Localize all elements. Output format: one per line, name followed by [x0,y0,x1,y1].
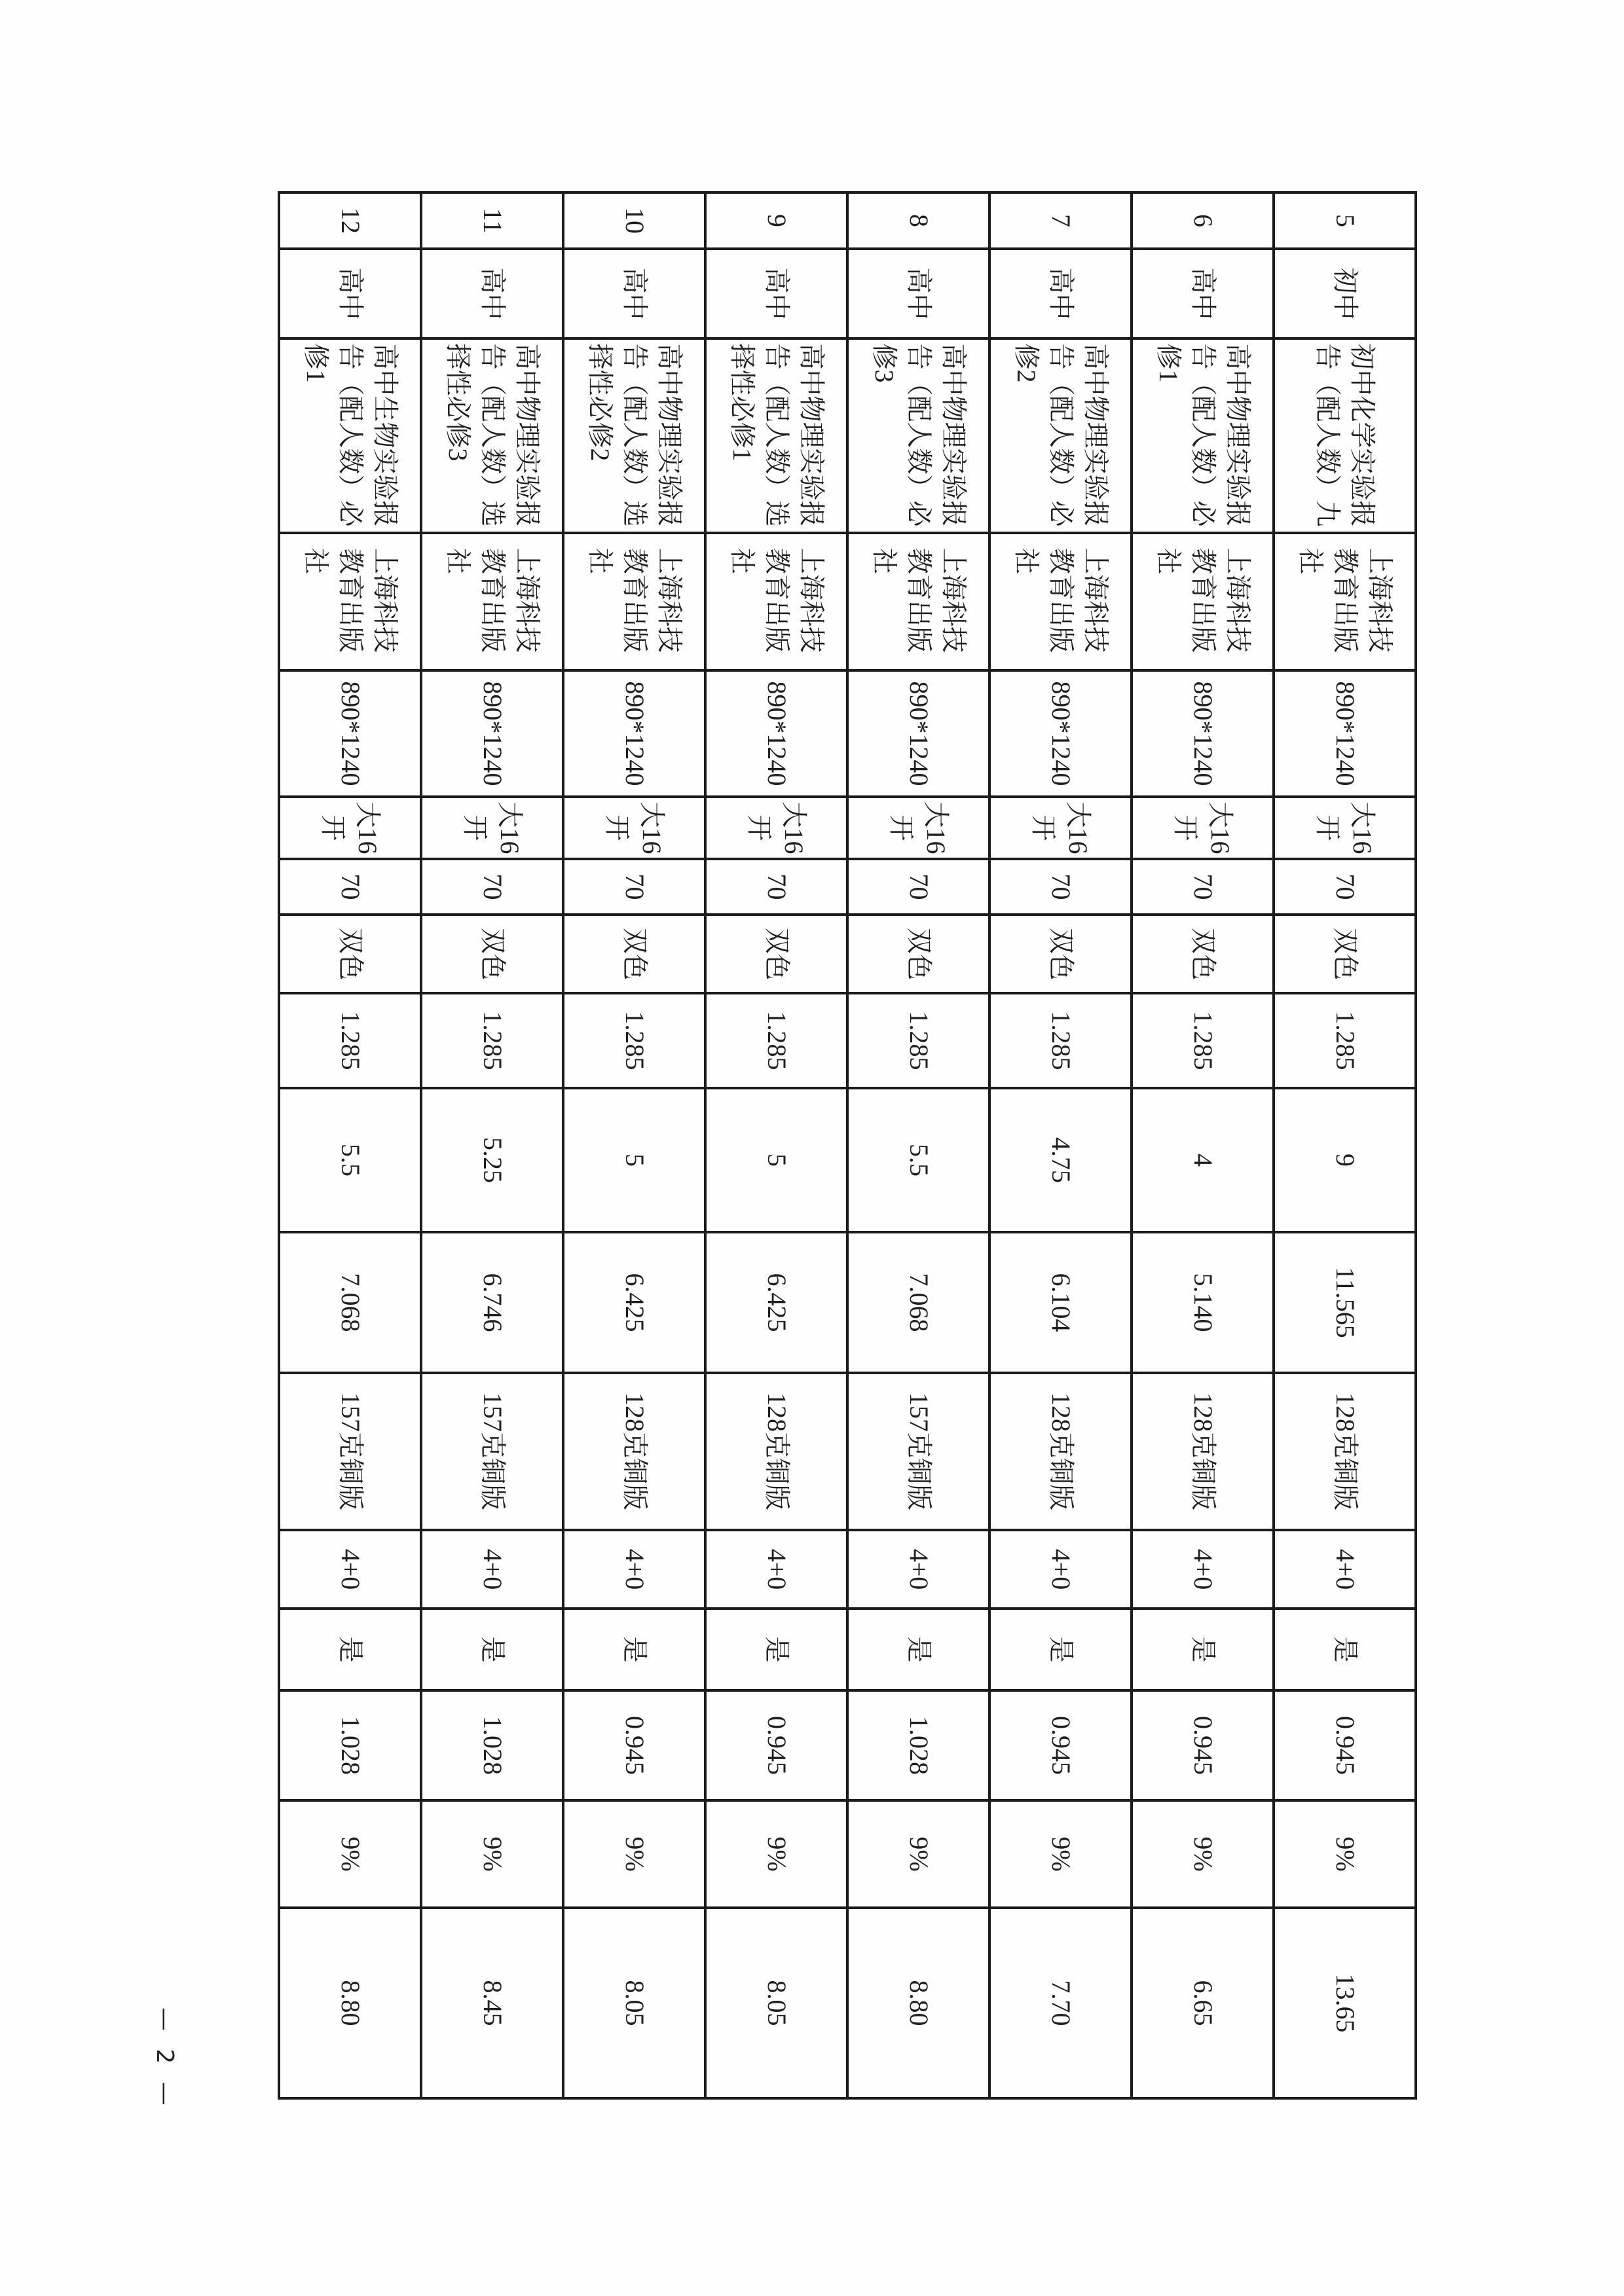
table-cell: 13.65 [1274,1908,1416,2098]
table-cell: 高中 [847,249,989,338]
table-cell: 9% [989,1800,1132,1908]
table-cell: 0.945 [563,1690,705,1800]
table-row [1132,192,1274,2098]
table-cell [705,533,847,670]
table-cell: 8.45 [421,1908,563,2098]
table-cell: 1.285 [421,993,563,1088]
table-cell: 4+0 [989,1530,1132,1609]
table-cell: 6.65 [1132,1908,1274,2098]
table-cell: 128克铜版 [1132,1373,1274,1530]
table-cell [989,533,1132,670]
table-cell: 1.285 [1274,993,1416,1088]
format-text: 大16开 [318,801,383,854]
table-cell [705,338,847,533]
table-cell: 5 [1274,192,1416,249]
table-cell [563,533,705,670]
table-cell: 890*1240 [1274,670,1416,797]
table-cell: 4+0 [847,1530,989,1609]
table-cell: 70 [563,859,705,915]
table-cell: 890*1240 [1132,670,1274,797]
table-row [989,192,1132,2098]
table-cell: 1.028 [847,1690,989,1800]
table-cell: 7.068 [279,1232,421,1373]
table-cell: 4+0 [1274,1530,1416,1609]
table-cell [847,533,989,670]
publisher-text: 上海科技教育出版社 [301,548,400,653]
table-cell [421,338,563,533]
table-cell: 8.05 [563,1908,705,2098]
table-cell: 70 [1274,859,1416,915]
table-cell: 5 [563,1088,705,1232]
book-title-text: 高中生物实验报告（配人数）必修1 [301,343,400,527]
table-cell: 157克铜版 [847,1373,989,1530]
table-cell: 890*1240 [989,670,1132,797]
table-cell: 9 [705,192,847,249]
table-cell: 157克铜版 [421,1373,563,1530]
book-title-text: 高中物理实验报告（配人数）选择性必修2 [585,343,684,527]
publisher-text: 上海科技教育出版社 [585,548,684,653]
format-text: 大16开 [745,801,809,854]
table-cell: 9% [1132,1800,1274,1908]
table-cell: 高中 [1132,249,1274,338]
table-cell: 8.05 [705,1908,847,2098]
table-cell [421,533,563,670]
table-cell: 1.285 [847,993,989,1088]
table-cell [989,797,1132,859]
table-cell: 1.028 [279,1690,421,1800]
table-cell: 1.285 [1132,993,1274,1088]
table-cell: 4+0 [563,1530,705,1609]
publisher-text: 上海科技教育出版社 [728,548,826,653]
book-title-text: 高中物理实验报告（配人数）选择性必修3 [443,343,542,527]
format-text: 大16开 [1029,801,1094,854]
table-cell: 70 [705,859,847,915]
table-cell: 9% [1274,1800,1416,1908]
table-cell: 6.746 [421,1232,563,1373]
table-cell: 6.104 [989,1232,1132,1373]
table-cell: 5.5 [847,1088,989,1232]
table-cell: 4+0 [279,1530,421,1609]
table-cell: 是 [1132,1609,1274,1690]
table-cell: 高中 [279,249,421,338]
table-cell: 双色 [847,915,989,993]
table-row [847,192,989,2098]
table-cell: 128克铜版 [563,1373,705,1530]
table-cell: 0.945 [989,1690,1132,1800]
table-cell: 6 [1132,192,1274,249]
table-cell: 1.285 [563,993,705,1088]
table-cell: 双色 [421,915,563,993]
table-cell: 11.565 [1274,1232,1416,1373]
table-cell [989,338,1132,533]
book-title-text: 高中物理实验报告（配人数）必修1 [1154,343,1253,527]
table-cell: 4+0 [1132,1530,1274,1609]
table-cell [279,797,421,859]
table-cell: 是 [705,1609,847,1690]
table-cell: 890*1240 [279,670,421,797]
publisher-text: 上海科技教育出版社 [1154,548,1253,653]
table-row [705,192,847,2098]
table-cell: 5.5 [279,1088,421,1232]
table-cell: 12 [279,192,421,249]
table-cell: 8.80 [847,1908,989,2098]
table-cell: 高中 [705,249,847,338]
textbook-print-spec-table [278,191,1417,2100]
table-cell [1132,533,1274,670]
table-cell: 4.75 [989,1088,1132,1232]
table-cell: 9 [1274,1088,1416,1232]
table-cell: 高中 [563,249,705,338]
table-cell: 890*1240 [421,670,563,797]
table-cell: 9% [563,1800,705,1908]
table-cell: 128克铜版 [705,1373,847,1530]
table-cell: 0.945 [1132,1690,1274,1800]
table-cell [421,797,563,859]
table-cell: 157克铜版 [279,1373,421,1530]
table-cell: 1.028 [421,1690,563,1800]
table-cell: 128克铜版 [1274,1373,1416,1530]
table-cell: 是 [279,1609,421,1690]
table-cell: 双色 [1274,915,1416,993]
table-cell [1274,338,1416,533]
table-cell: 10 [563,192,705,249]
table-cell: 70 [279,859,421,915]
table-cell: 高中 [421,249,563,338]
table-cell: 5.140 [1132,1232,1274,1373]
table-cell: 高中 [989,249,1132,338]
table-cell: 双色 [563,915,705,993]
table-cell: 1.285 [705,993,847,1088]
table-cell: 初中 [1274,249,1416,338]
table-cell: 0.945 [1274,1690,1416,1800]
table-cell: 8 [847,192,989,249]
table-cell [563,338,705,533]
publisher-text: 上海科技教育出版社 [870,548,969,653]
table-cell: 是 [847,1609,989,1690]
publisher-text: 上海科技教育出版社 [1296,548,1395,653]
table-cell [563,797,705,859]
table-cell [1274,533,1416,670]
table-cell: 70 [847,859,989,915]
format-text: 大16开 [460,801,525,854]
table-cell [1274,797,1416,859]
book-title-text: 高中物理实验报告（配人数）选择性必修1 [728,343,826,527]
table-cell: 5 [705,1088,847,1232]
table-cell: 7 [989,192,1132,249]
table-cell: 0.945 [705,1690,847,1800]
table-cell [847,338,989,533]
table-cell: 是 [563,1609,705,1690]
table-cell: 9% [705,1800,847,1908]
table-cell: 双色 [989,915,1132,993]
format-text: 大16开 [602,801,667,854]
table-cell: 是 [421,1609,563,1690]
table-cell: 5.25 [421,1088,563,1232]
table-cell: 双色 [705,915,847,993]
publisher-text: 上海科技教育出版社 [1012,548,1111,653]
table-cell: 4 [1132,1088,1274,1232]
table-row [1274,192,1416,2098]
format-text: 大16开 [1171,801,1236,854]
table-cell: 7.068 [847,1232,989,1373]
table-cell: 是 [989,1609,1132,1690]
publisher-text: 上海科技教育出版社 [443,548,542,653]
table-cell: 6.425 [563,1232,705,1373]
book-title-text: 高中物理实验报告（配人数）必修2 [1012,343,1111,527]
table-cell: 是 [1274,1609,1416,1690]
table-cell: 双色 [1132,915,1274,993]
page-number: — 2 — [151,2007,178,2111]
table-cell: 1.285 [989,993,1132,1088]
table-cell: 8.80 [279,1908,421,2098]
table-cell [1132,797,1274,859]
table-cell: 9% [847,1800,989,1908]
table-cell [279,533,421,670]
table-cell: 890*1240 [563,670,705,797]
table-cell [705,797,847,859]
table-row [279,192,421,2098]
table-cell: 1.285 [279,993,421,1088]
table-cell [1132,338,1274,533]
table-cell: 70 [989,859,1132,915]
table-cell: 70 [1132,859,1274,915]
book-title-text: 初中化学实验报告（配人数）九 [1313,343,1378,527]
table-cell: 70 [421,859,563,915]
table-cell: 11 [421,192,563,249]
table-row [563,192,705,2098]
table-cell: 9% [421,1800,563,1908]
table-cell: 890*1240 [705,670,847,797]
table-cell: 4+0 [705,1530,847,1609]
table-body [279,192,1416,2098]
table-cell: 890*1240 [847,670,989,797]
table-cell: 9% [279,1800,421,1908]
table-cell: 128克铜版 [989,1373,1132,1530]
table-cell [847,797,989,859]
table-cell [279,338,421,533]
format-text: 大16开 [1313,801,1378,854]
table-cell: 7.70 [989,1908,1132,2098]
table-cell: 4+0 [421,1530,563,1609]
table-cell: 双色 [279,915,421,993]
table-cell: 6.425 [705,1232,847,1373]
book-title-text: 高中物理实验报告（配人数）必修3 [870,343,969,527]
format-text: 大16开 [887,801,951,854]
table-row [421,192,563,2098]
